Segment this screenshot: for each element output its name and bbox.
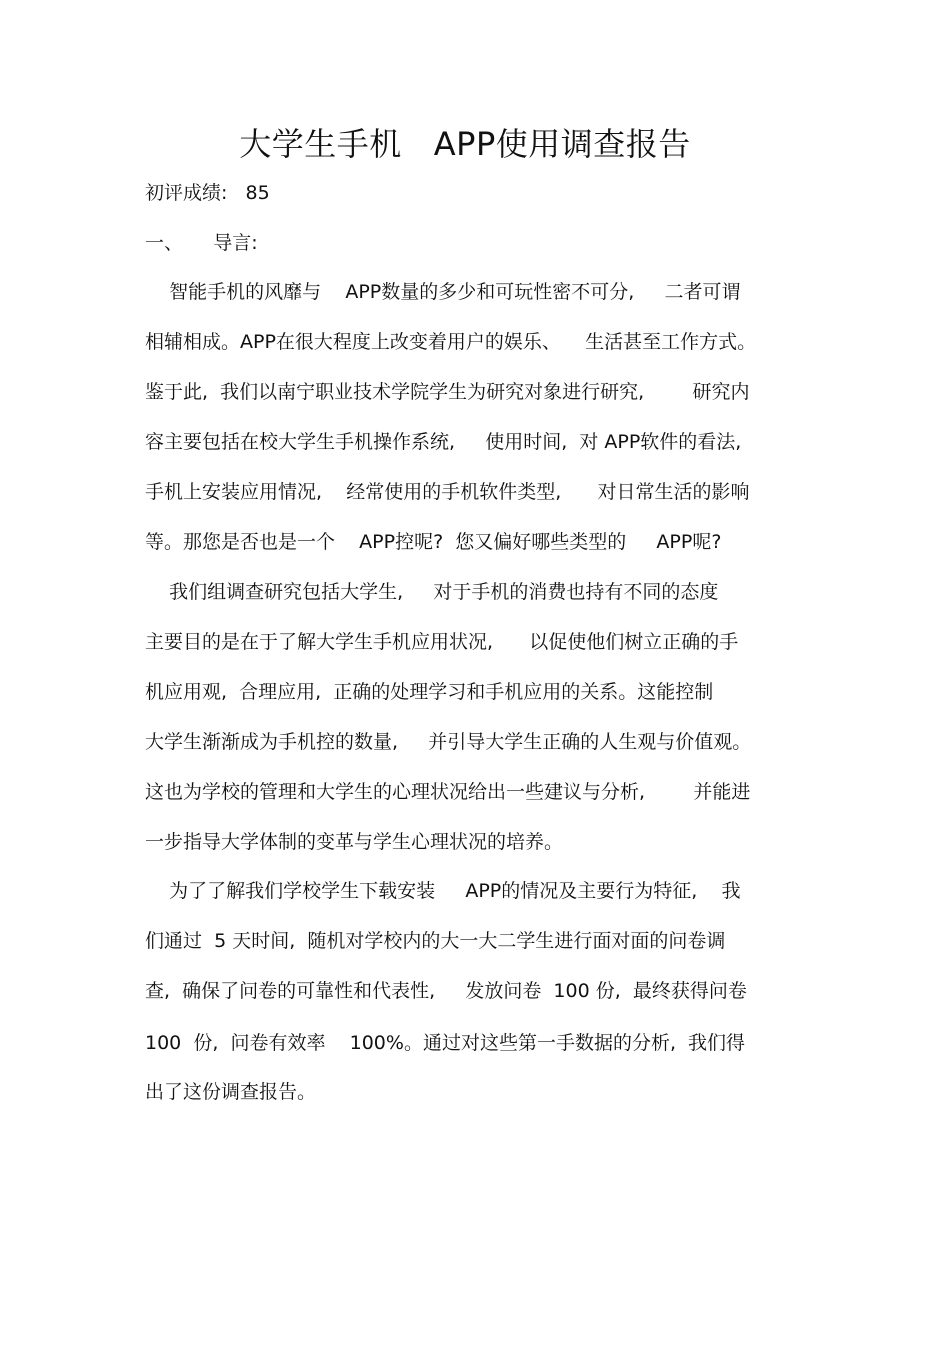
paragraph-line: 们通过 5 天时间, 随机对学校内的大一大二学生进行面对面的问卷调	[145, 930, 726, 952]
paragraph-line: 相辅相成。APP在很大程度上改变着用户的娱乐、 生活甚至工作方式。	[145, 331, 757, 353]
paragraph-line: 机应用观, 合理应用, 正确的处理学习和手机应用的关系。这能控制	[145, 681, 714, 703]
paragraph-line: 智能手机的风靡与 APP数量的多少和可玩性密不可分, 二者可谓	[145, 281, 741, 303]
paragraph-line: 为了了解我们学校学生下载安装 APP的情况及主要行为特征, 我	[145, 880, 741, 902]
paragraph-line: 查, 确保了问卷的可靠性和代表性, 发放问卷 100 份, 最终获得问卷	[145, 980, 747, 1002]
paragraph-line: 出了这份调查报告。	[145, 1081, 317, 1103]
paragraph-line: 一步指导大学体制的变革与学生心理状况的培养。	[145, 831, 564, 853]
paragraph-line: 容主要包括在校大学生手机操作系统, 使用时间, 对 APP软件的看法,	[145, 431, 742, 453]
initial-score: 初评成绩: 85	[145, 182, 270, 204]
paragraph-line: 等。那您是否也是一个 APP控呢? 您又偏好哪些类型的 APP呢?	[145, 531, 722, 553]
document-title: 大学生手机 APP使用调查报告	[239, 125, 691, 163]
paragraph-line: 大学生渐渐成为手机控的数量, 并引导大学生正确的人生观与价值观。	[145, 731, 752, 753]
paragraph-line: 主要目的是在于了解大学生手机应用状况, 以促使他们树立正确的手	[145, 631, 739, 653]
paragraph-line: 我们组调查研究包括大学生, 对于手机的消费也持有不同的态度	[145, 581, 719, 603]
paragraph-line: 100 份, 问卷有效率 100%。通过对这些第一手数据的分析, 我们得	[145, 1032, 746, 1054]
section-heading: 一、 导言:	[145, 232, 258, 254]
paragraph-line: 手机上安装应用情况, 经常使用的手机软件类型, 对日常生活的影响	[145, 481, 750, 503]
paragraph-line: 鉴于此, 我们以南宁职业技术学院学生为研究对象进行研究, 研究内	[145, 381, 750, 403]
paragraph-line: 这也为学校的管理和大学生的心理状况给出一些建议与分析, 并能进	[145, 781, 751, 803]
